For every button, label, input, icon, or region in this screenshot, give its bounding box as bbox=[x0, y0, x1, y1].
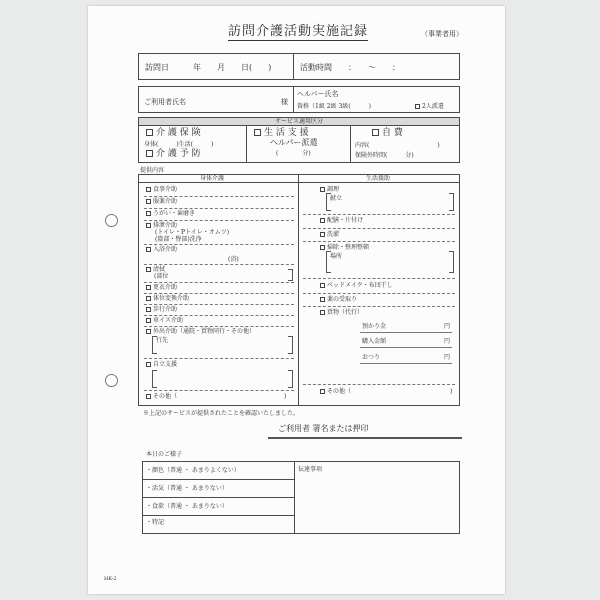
physical-item-medication[interactable]: 服薬介助 bbox=[146, 198, 177, 205]
life-item-serving[interactable]: 配膳・片付け bbox=[320, 217, 363, 224]
living-support-checkbox[interactable] bbox=[254, 129, 261, 136]
checkbox[interactable] bbox=[146, 285, 151, 290]
nursing-care-checkbox[interactable] bbox=[146, 129, 153, 136]
checkbox[interactable] bbox=[146, 329, 151, 334]
form-code: HK-2 bbox=[104, 576, 117, 582]
signature-label: ご利用者 署名または押印 bbox=[278, 424, 369, 433]
life-item-other[interactable]: その他（ bbox=[320, 388, 351, 395]
physical-item-other[interactable]: その他（ bbox=[146, 393, 177, 400]
bathing-detail: (浴) bbox=[228, 256, 239, 263]
shopping-change-unit: 円 bbox=[444, 354, 451, 361]
condition-complexion[interactable]: ・顔色（普通 ・ あまりよくない） bbox=[146, 467, 240, 474]
checkbox[interactable] bbox=[320, 232, 325, 237]
self-pay-content[interactable]: 内容( ) bbox=[355, 142, 440, 149]
shopping-deposit-label: 預かり金 bbox=[362, 323, 387, 330]
qualification-field[interactable]: 資格（1級 2級 3級( ) bbox=[297, 103, 371, 110]
condition-special-notes[interactable]: ・特記 bbox=[146, 519, 165, 526]
excretion-detail-1: (トイレ・Pトイレ・オムツ) bbox=[155, 229, 230, 236]
copy-label: （事業者用） bbox=[421, 30, 463, 38]
checkbox[interactable] bbox=[146, 199, 151, 204]
physical-item-excretion[interactable]: 排泄介助 bbox=[146, 222, 177, 229]
condition-vitality[interactable]: ・活気（普通 ・ あまりない） bbox=[146, 485, 228, 492]
form-title: 訪問介護活動実施記録 bbox=[228, 24, 369, 39]
physical-item-dressing[interactable]: 更衣介助 bbox=[146, 284, 177, 291]
checkbox[interactable] bbox=[146, 187, 151, 192]
physical-item-oral-care[interactable]: うがい・歯磨き bbox=[146, 210, 195, 217]
binder-hole-top bbox=[105, 214, 118, 227]
physical-item-meal[interactable]: 食事介助 bbox=[146, 186, 177, 193]
signature-line[interactable] bbox=[268, 437, 462, 439]
checkbox[interactable] bbox=[320, 283, 325, 288]
cooking-menu: 献立 bbox=[330, 195, 343, 202]
life-item-laundry[interactable]: 洗濯 bbox=[320, 231, 339, 238]
helper-name-field[interactable]: ヘルパー氏名 bbox=[297, 90, 339, 98]
helper-dispatch-label: ヘルパー派遣 bbox=[270, 138, 318, 147]
provided-content-label: 提供内容 bbox=[140, 167, 165, 174]
checkbox[interactable] bbox=[320, 187, 325, 192]
condition-appetite[interactable]: ・食欲（普通 ・ あまりない） bbox=[146, 503, 228, 510]
shopping-purchase-label: 購入金額 bbox=[362, 338, 387, 345]
life-item-bed-making[interactable]: ベッドメイク・布団干し bbox=[320, 282, 393, 289]
visit-date-field[interactable]: 訪問日 年 月 日( ) bbox=[145, 63, 272, 72]
physical-item-wiping[interactable]: 清拭 bbox=[146, 266, 165, 273]
shopping-purchase-unit: 円 bbox=[444, 338, 451, 345]
physical-item-bathing[interactable]: 入浴介助 bbox=[146, 246, 177, 253]
checkbox[interactable] bbox=[320, 218, 325, 223]
activity-time-field[interactable]: 活動時間 ： ～ ： bbox=[300, 63, 400, 72]
life-item-cooking[interactable]: 調理 bbox=[320, 186, 339, 193]
living-support-option[interactable]: 生 活 支 援 bbox=[254, 128, 309, 138]
life-item-cleaning[interactable]: 掃除・整理整頓 bbox=[320, 244, 369, 251]
checkbox[interactable] bbox=[146, 296, 151, 301]
two-person-dispatch[interactable]: 2人派遣 bbox=[415, 103, 444, 110]
checkbox[interactable] bbox=[146, 394, 151, 399]
checkbox[interactable] bbox=[320, 245, 325, 250]
condition-label: 本日のご様子 bbox=[146, 451, 183, 458]
cleaning-place: 場所 bbox=[330, 253, 343, 260]
checkbox[interactable] bbox=[146, 211, 151, 216]
physical-care-header: 身体介護 bbox=[200, 175, 225, 182]
life-support-header: 生活援助 bbox=[366, 175, 391, 182]
service-type-label: サービス適用区分 bbox=[274, 118, 323, 125]
life-other-close: ) bbox=[450, 388, 453, 395]
binder-hole-bottom bbox=[105, 374, 118, 387]
checkbox[interactable] bbox=[320, 310, 325, 315]
nursing-care-option[interactable]: 介 護 保 険 bbox=[146, 128, 201, 138]
client-honorific: 様 bbox=[281, 98, 288, 106]
excretion-detail-2: (陰部・臀部)洗浄 bbox=[155, 236, 202, 243]
handover-notes-label: 伝達事項 bbox=[298, 466, 323, 473]
prevention-option[interactable]: 介 護 予 防 bbox=[146, 149, 201, 159]
record-sheet bbox=[88, 6, 505, 594]
checkbox[interactable] bbox=[320, 389, 325, 394]
physical-other-close: ) bbox=[284, 393, 287, 400]
self-pay-checkbox[interactable] bbox=[372, 129, 379, 136]
confirmation-note: ※上記のサービスが提供されたことを確認いたしました。 bbox=[143, 410, 300, 417]
body-life-minutes[interactable]: 身体( )生活( ) bbox=[144, 141, 214, 148]
client-name-label: ご利用者氏名 bbox=[144, 98, 186, 106]
physical-item-outing[interactable]: 外出介助（通院・買物同行・その他） bbox=[146, 328, 255, 335]
physical-item-repositioning[interactable]: 体位変換介助 bbox=[146, 295, 189, 302]
physical-item-walking[interactable]: 歩行介助 bbox=[146, 306, 177, 313]
outside-insurance-time[interactable]: 保険外時間( 分) bbox=[355, 152, 414, 159]
wiping-area: (部位 bbox=[154, 273, 169, 280]
checkbox[interactable] bbox=[146, 247, 151, 252]
shopping-change-label: おつり bbox=[362, 354, 380, 361]
physical-item-independence[interactable]: 自立支援 bbox=[146, 361, 177, 368]
checkbox[interactable] bbox=[146, 318, 151, 323]
two-person-checkbox[interactable] bbox=[415, 104, 420, 109]
checkbox[interactable] bbox=[146, 362, 151, 367]
self-pay-option[interactable]: 自 費 bbox=[372, 128, 403, 138]
checkbox[interactable] bbox=[146, 267, 151, 272]
checkbox[interactable] bbox=[146, 223, 151, 228]
life-item-medicine[interactable]: 薬の受取り bbox=[320, 296, 357, 303]
helper-dispatch-minutes[interactable]: ( 分) bbox=[276, 150, 311, 157]
checkbox[interactable] bbox=[320, 297, 325, 302]
checkbox[interactable] bbox=[146, 307, 151, 312]
prevention-checkbox[interactable] bbox=[146, 150, 153, 157]
shopping-deposit-unit: 円 bbox=[444, 323, 451, 330]
physical-item-wheelchair[interactable]: 車イス介助 bbox=[146, 317, 183, 324]
life-item-shopping[interactable]: 買物（代行） bbox=[320, 309, 363, 316]
outing-destination: 行先 bbox=[156, 337, 169, 344]
